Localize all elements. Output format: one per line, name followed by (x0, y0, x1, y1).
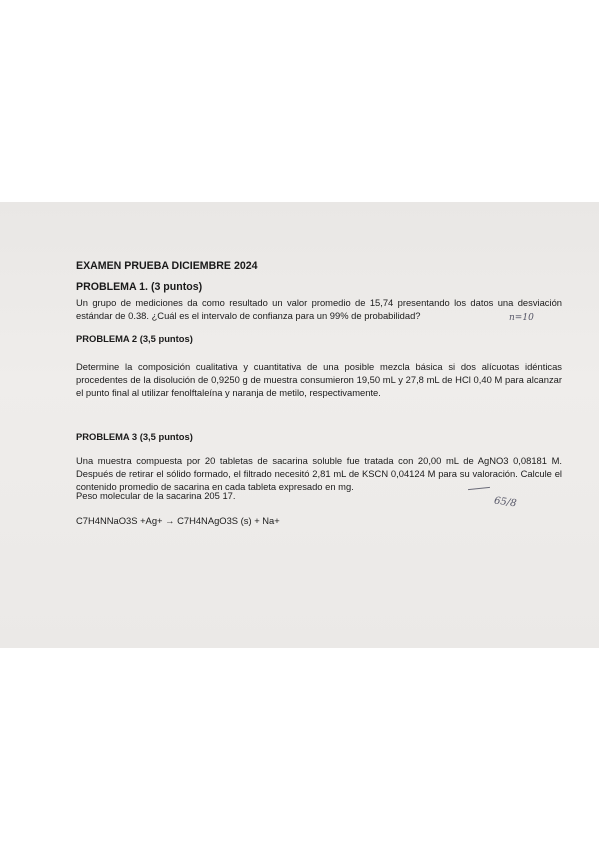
problem-1-text: Un grupo de mediciones da como resultado un valor promedio de 15,74 presentando los datos una desviación estándar de 0.38. ¿Cuál es el intervalo de confianza para un 99% de probabilidad? (76, 297, 562, 321)
problem-3-text: Una muestra compuesta por 20 tabletas de sacarina soluble fue tratada con 20,00 mL de AgNO3 0,08181 M. Después de retirar el sólido formado, el filtrado necesitó 2,81 mL de KSCN 0,04124 M para su valoración. Calcule el contenido promedio de sacarina en cada tableta expresado en mg. (76, 455, 562, 492)
problem-1-title: PROBLEMA 1. (3 puntos) (76, 281, 203, 293)
problem-3-title: PROBLEMA 3 (3,5 puntos) (76, 431, 193, 442)
problem-2-text: Determine la composición cualitativa y cuantitativa de una posible mezcla básica si dos alícuotas idénticas procedentes de la disolución de 0,9250 g de muestra consumieron 19,50 mL y 27,8 mL de HCl 0,40 M para alcanzar el punto final al utilizar fenolftaleína y naranja de metilo, respectivamente. (76, 361, 562, 398)
reaction-equation (76, 515, 280, 526)
problem-2-title: PROBLEMA 2 (3,5 puntos) (76, 333, 193, 344)
reaction-equation-text: C7H4NNaO3S +Ag+ → C7H4NAgO3S (s) + Na+ (76, 515, 280, 526)
handwritten-note-n: n=10 (509, 313, 534, 323)
molecular-weight-line: Peso molecular de la sacarina 205 17. (76, 490, 236, 501)
exam-title: EXAMEN PRUEBA DICIEMBRE 2024 (76, 260, 258, 272)
handwritten-note-margin: 65/8 (493, 495, 518, 510)
